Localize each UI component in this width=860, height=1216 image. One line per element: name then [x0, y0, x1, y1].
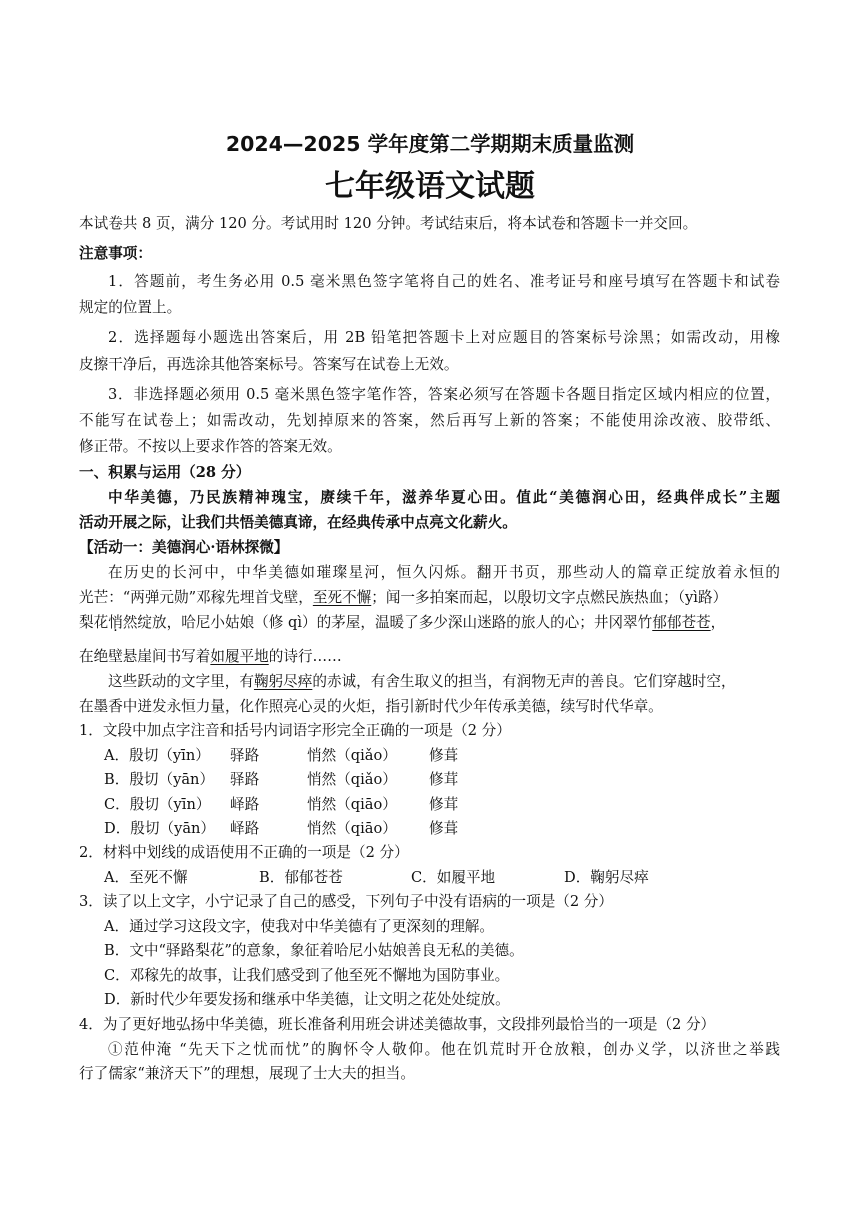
question-4-stem: 4．为了更好地弘扬中华美德，班长准备利用班会讲述美德故事，文段排列最恰当的一项是（2 分） [79, 1016, 716, 1033]
dotted-character: 点 [575, 589, 591, 606]
question-4-passage-line-2: 行了儒家“兼济天下”的理想，展现了士大夫的担当。 [79, 1065, 415, 1082]
passage-text: 的诗行…… [268, 648, 342, 665]
option-word: 峄路 [230, 796, 260, 813]
question-3-option-a[interactable]: A．通过学习这段文字，使我对中华美德有了更深刻的理解。 [104, 918, 494, 935]
question-4-passage-line-1: ①范仲淹 “先天下之忧而忧”的胸怀令人敬仰。他在饥荒时开仓放粮，创办义学，以济世之举践 [108, 1041, 780, 1058]
passage-text: 这些跃动的文字里，有 [108, 673, 254, 690]
question-3-option-c[interactable]: C．邓稼先的故事，让我们感受到了他至死不懈地为国防事业。 [104, 967, 510, 984]
question-2-option-c[interactable]: C．如履平地 [411, 869, 496, 886]
option-reading: 悄然（qiǎo） [307, 771, 397, 788]
question-3-stem: 3．读了以上文字，小宁记录了自己的感受，下列句子中没有语病的一项是（2 分） [79, 893, 613, 910]
option-word: 驿路 [230, 747, 260, 764]
passage-text: 光芒：“两弹元勋”邓稼先埋首戈壁， [79, 589, 313, 606]
question-2-option-a[interactable]: A．至死不懈 [104, 869, 188, 886]
option-reading: 悄然（qiāo） [307, 796, 397, 813]
note-2-line-2: 皮擦干净后，再选涂其他答案标号。答案写在试卷上无效。 [79, 356, 459, 373]
passage-1-line-2 [79, 588, 727, 608]
passage-text: 的赤诚，有舍生取义的担当，有润物无声的善良。它们穿越时空， [312, 673, 736, 690]
question-2-stem: 2．材料中划线的成语使用不正确的一项是（2 分） [79, 844, 409, 861]
passage-text: ；闻一多拍案而起，以 [371, 589, 518, 606]
note-2-line-1: 2．选择题每小题选出答案后，用 2B 铅笔把答题卡上对应题目的答案标号涂黑；如需改动，用橡 [108, 329, 780, 346]
passage-1-line-1: 在历史的长河中，中华美德如璀璨星河，恒久闪烁。翻开书页，那些动人的篇章正绽放着永恒的 [108, 564, 780, 581]
passage-text: ， [710, 614, 726, 631]
underlined-idiom: 鞠躬尽瘁 [253, 673, 313, 690]
option-reading: A．殷切（yīn） [104, 747, 210, 764]
question-3-option-b[interactable]: B．文中“驿路梨花”的意象，象征着哈尼小姑娘善良无私的美德。 [104, 942, 524, 959]
passage-1-line-3 [79, 613, 725, 633]
option-word: 修茸 [429, 771, 459, 788]
option-reading: C．殷切（yīn） [104, 796, 211, 813]
passage-1-line-4 [79, 647, 342, 667]
passage-2-line-2: 在墨香中迸发永恒力量，化作照亮心灵的火炬，指引新时代少年传承美德，续写时代华章。 [79, 698, 663, 715]
question-1-stem: 1．文段中加点字注音和括号内词语字形完全正确的一项是（2 分） [79, 722, 511, 739]
section-1-heading: 一、积累与运用（28 分） [79, 464, 251, 481]
passage-text: 切文字 [531, 589, 576, 606]
question-2-option-b[interactable]: B．郁郁苍苍 [259, 869, 343, 886]
underlined-idiom: 郁郁苍苍 [652, 614, 711, 631]
note-3-line-1: 3．非选择题必须用 0.5 毫米黑色签字笔作答，答案必须写在答题卡各题目指定区域内相应的位置， [108, 386, 780, 403]
section-1-lead-line-1: 中华美德，乃民族精神瑰宝，赓续千年，滋养华夏心田。值此“美德润心田，经典伴成长”主题 [108, 489, 780, 506]
option-reading: D．殷切（yān） [104, 820, 216, 837]
dotted-character: 悄 [108, 614, 123, 631]
question-1-option-b[interactable] [104, 770, 784, 790]
activity-1-heading: 【活动一：美德润心·语林探微】 [79, 539, 289, 556]
option-word: 修葺 [429, 820, 459, 837]
question-2-option-d[interactable]: D．鞠躬尽瘁 [564, 869, 649, 886]
question-3-option-d[interactable]: D．新时代少年要发扬和继承中华美德，让文明之花处处绽放。 [104, 991, 510, 1008]
exam-intro: 本试卷共 8 页，满分 120 分。考试用时 120 分钟。考试结束后，将本试卷和答题卡一并交回。 [79, 215, 698, 232]
question-1-option-c[interactable] [104, 795, 784, 815]
exam-title: 七年级语文试题 [325, 169, 535, 204]
question-1-option-d[interactable] [104, 819, 784, 839]
note-3-line-3: 修正带。不按以上要求作答的答案无效。 [79, 438, 342, 455]
passage-text: 然绽放，哈尼小姑娘（修 qì）的茅屋，温暖了多少深山迷路的旅人的心；井冈翠竹 [122, 614, 653, 631]
option-word: 修茸 [429, 796, 459, 813]
notes-heading: 注意事项： [79, 245, 152, 262]
option-reading: B．殷切（yān） [104, 771, 215, 788]
option-reading: 悄然（qiāo） [307, 820, 397, 837]
passage-text: 梨花 [79, 614, 109, 631]
passage-2-line-1 [108, 672, 736, 692]
note-3-line-2: 不能写在试卷上；如需改动，先划掉原来的答案，然后再写上新的答案；不能使用涂改液、胶带纸、 [79, 412, 780, 429]
option-reading: 悄然（qiǎo） [307, 747, 397, 764]
option-word: 驿路 [230, 771, 260, 788]
underlined-idiom: 至死不懈 [312, 589, 372, 606]
note-1-line-1: 1．答题前，考生务必用 0.5 毫米黑色签字笔将自己的姓名、准考证号和座号填写在答题卡和试卷 [108, 273, 780, 290]
underlined-idiom: 如履平地 [210, 648, 269, 665]
question-1-option-a[interactable] [104, 746, 784, 766]
passage-text: 在绝壁悬崖间书写着 [79, 648, 211, 665]
note-1-line-2: 规定的位置上。 [79, 299, 182, 316]
option-word: 峄路 [230, 820, 260, 837]
passage-text: 燃民族热血；（yì路） [590, 589, 728, 606]
question-2-options [104, 868, 784, 888]
section-1-lead-line-2: 活动开展之际，让我们共悟美德真谛，在经典传承中点亮文化薪火。 [79, 514, 517, 531]
option-word: 修葺 [429, 747, 459, 764]
exam-subtitle: 2024—2025 学年度第二学期期末质量监测 [225, 132, 635, 156]
dotted-character: 殷 [517, 589, 532, 606]
